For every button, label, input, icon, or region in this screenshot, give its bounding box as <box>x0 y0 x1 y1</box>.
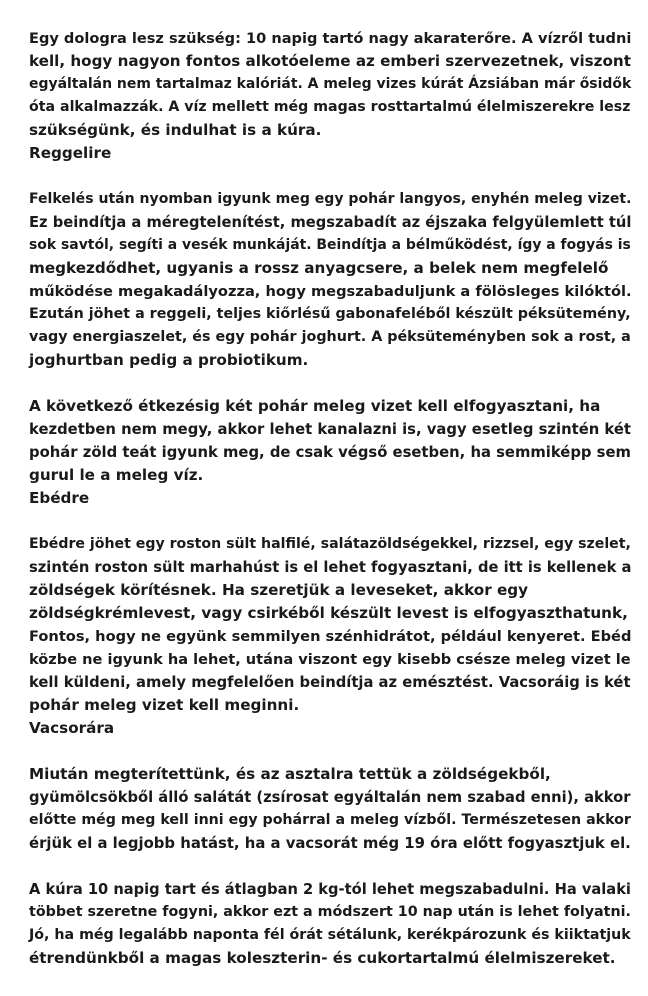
paragraph-dinner <box>29 763 631 855</box>
text-line: érjük el a legjobb hatást, ha a vacsorát még 19 óra előtt fogyasztjuk el. <box>29 834 631 852</box>
text-line: gyümölcsökből álló salátát (zsírosat egyáltalán nem szabad enni), akkor <box>29 789 631 806</box>
section-heading-breakfast: Reggelire <box>29 144 112 162</box>
text-line: A kúra 10 napig tart és átlagban 2 kg-tól lehet megszabadulni. Ha valaki <box>29 881 631 898</box>
paragraph-gap <box>29 740 631 763</box>
paragraph-gap <box>29 165 631 188</box>
text-line: kell, hogy nagyon fontos alkotóeleme az emberi szervezetnek, viszont <box>29 52 631 70</box>
section-heading-lunch: Ebédre <box>29 489 90 507</box>
paragraph-summary <box>29 878 631 970</box>
document-body <box>29 27 631 970</box>
text-line: közbe ne igyunk ha lehet, utána viszont egy kisebb csésze meleg vizet le <box>29 651 631 668</box>
text-line: óta alkalmazzák. A víz mellett még magas rosttartalmú élelmiszerekre lesz <box>29 99 631 115</box>
text-line: étrendünkből a magas koleszterin- és cukortartalmú élelmiszereket. <box>29 949 616 967</box>
text-line: Miután megterítettünk, és az asztalra tettük a zöldségekből, <box>29 765 551 783</box>
text-line: működése megakadályozza, hogy megszabaduljunk a fölösleges kilóktól. <box>29 283 632 300</box>
paragraph-lunch <box>29 533 631 740</box>
text-line: kezdetben nem megy, akkor lehet kanalazni is, vagy esetleg szintén két <box>29 421 631 438</box>
text-line: Jó, ha még legalább naponta fél órát sétálunk, kerékpározunk és kiiktatjuk <box>29 927 631 943</box>
text-line: Egy dologra lesz szükség: 10 napig tartó nagy akaraterőre. A vízről tudni <box>29 30 632 47</box>
text-line: szükségünk, és indulhat is a kúra. <box>29 121 322 139</box>
text-line: vagy energiaszelet, és egy pohár joghurt. A péksüteményben sok a rost, a <box>29 329 631 345</box>
text-line: pohár meleg vizet kell meginni. <box>29 696 300 714</box>
text-line: többet szeretne fogyni, akkor ezt a módszert 10 nap után is lehet folyatni. <box>29 904 631 920</box>
text-line: Felkelés után nyomban igyunk meg egy pohár langyos, enyhén meleg vizet. <box>29 191 632 207</box>
text-line: megkezdődhet, ugyanis a rossz anyagcsere, a belek nem megfelelő <box>29 259 609 277</box>
text-line: előtte még meg kell inni egy pohárral a meleg vízből. Természetesen akkor <box>29 812 631 828</box>
text-line: gurul le a meleg víz. <box>29 466 204 484</box>
text-line: sok savtól, segíti a vesék munkáját. Beindítja a bélműködést, így a fogyás is <box>29 237 631 253</box>
paragraph-gap <box>29 372 631 395</box>
text-line: zöldségek körítésnek. Ha szeretjük a leveseket, akkor egy <box>29 581 529 599</box>
text-line: kell küldeni, amely megfelelően beindítja az emésztést. Vacsoráig is két <box>29 674 631 691</box>
text-line: zöldségkrémlevest, vagy csirkéből készült levest is elfogyaszthatunk, <box>29 604 628 622</box>
text-line: A következő étkezésig két pohár meleg vizet kell elfogyasztani, ha <box>29 397 601 415</box>
paragraph-breakfast <box>29 188 631 372</box>
section-heading-dinner: Vacsorára <box>29 719 115 737</box>
paragraph-between-meals <box>29 395 631 510</box>
paragraph-gap <box>29 855 631 878</box>
text-line: Ebédre jöhet egy roston sült halfilé, salátazöldségekkel, rizzsel, egy szelet, <box>29 536 631 552</box>
text-line: pohár zöld teát igyunk meg, de csak végső esetben, ha semmiképp sem <box>29 444 631 461</box>
paragraph-gap <box>29 510 631 533</box>
text-line: joghurtban pedig a probiotikum. <box>29 351 309 369</box>
text-line: Ezután jöhet a reggeli, teljes kiőrlésű gabonafeléből készült péksütemény, <box>29 306 631 322</box>
paragraph-intro <box>29 27 631 165</box>
text-line: Ez beindítja a méregtelenítést, megszabadít az éjszaka felgyülemlett túl <box>29 214 632 231</box>
text-line: egyáltalán nem tartalmaz kalóriát. A meleg vizes kúrát Ázsiában már ősidők <box>29 76 632 92</box>
text-line: szintén roston sült marhahúst is el lehet fogyasztani, de itt is kellenek a <box>29 559 632 576</box>
text-line: Fontos, hogy ne együnk semmilyen szénhidrátot, például kenyeret. Ebéd <box>29 628 632 645</box>
